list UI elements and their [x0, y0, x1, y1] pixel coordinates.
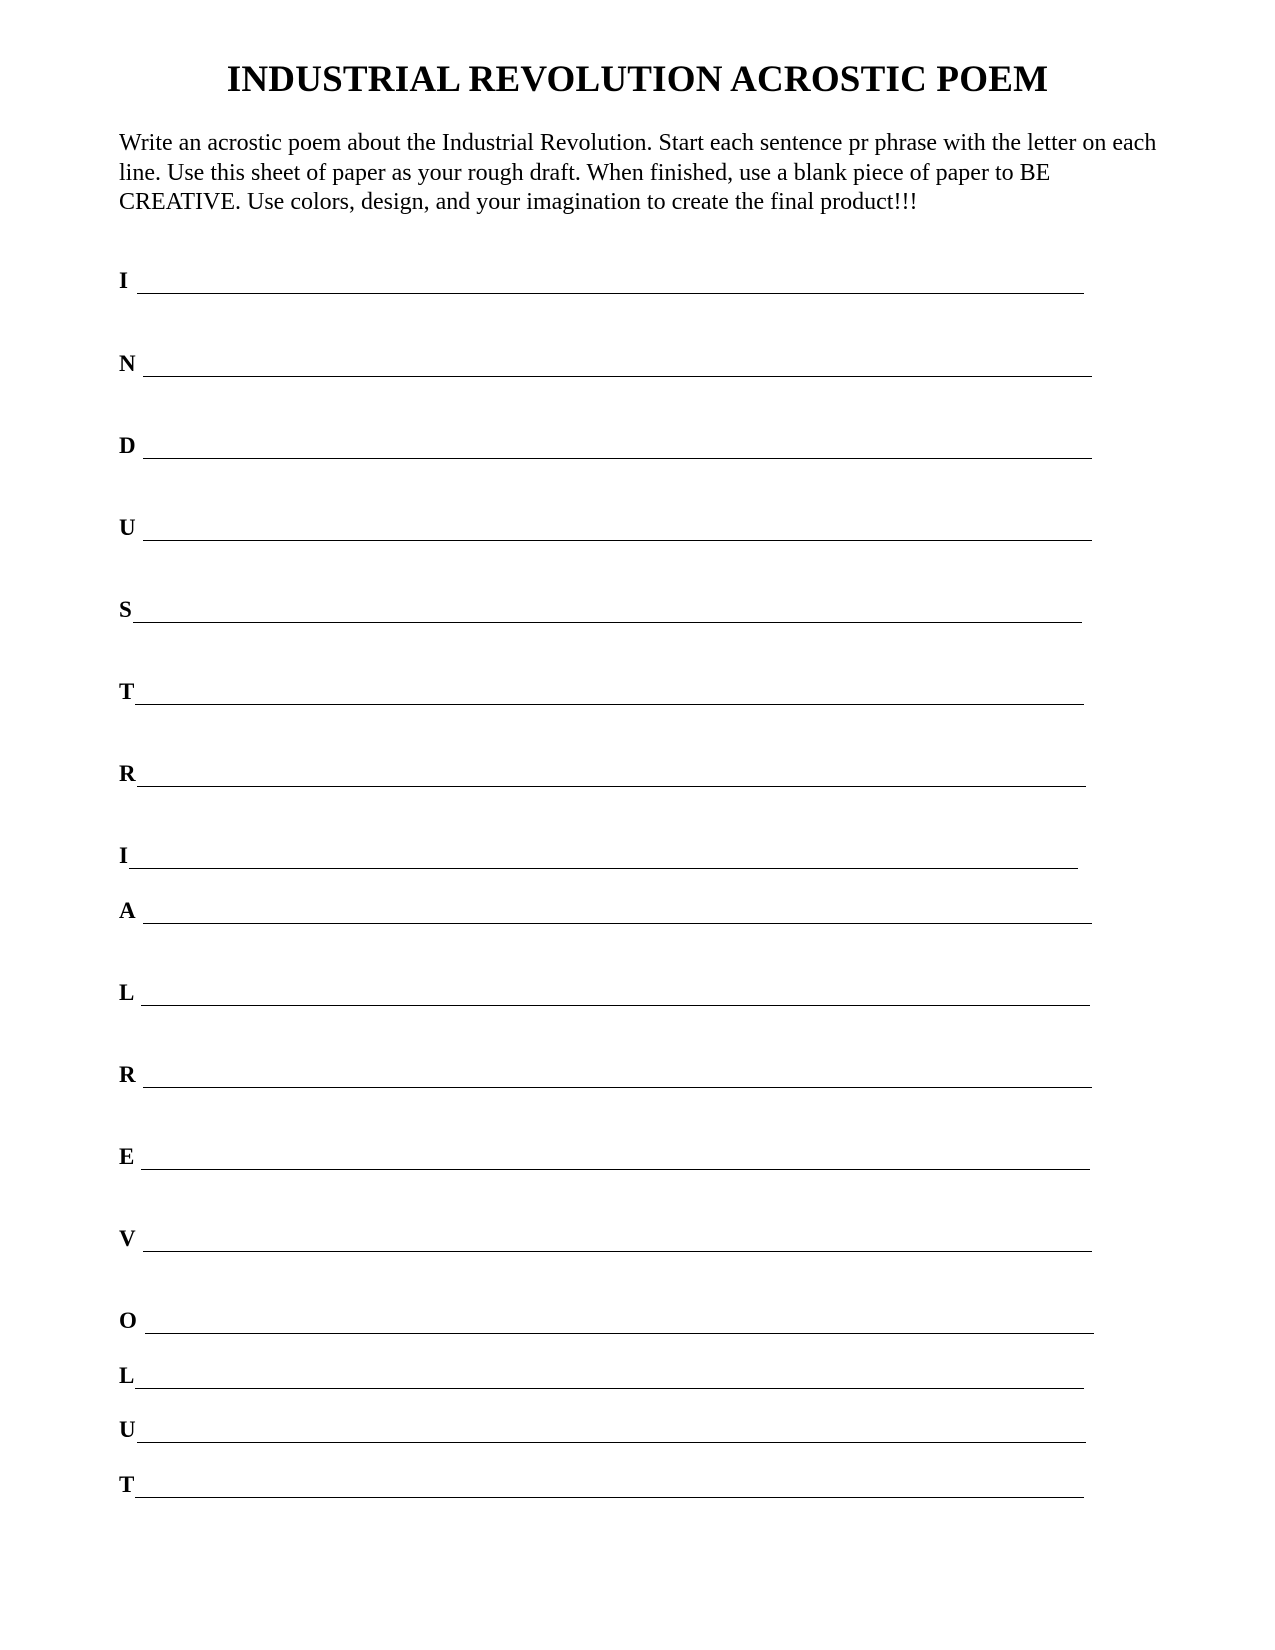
writing-line[interactable] — [141, 1005, 1090, 1006]
poem-letter: T — [119, 1472, 135, 1497]
writing-line[interactable] — [133, 622, 1082, 623]
poem-letter: I — [119, 843, 128, 868]
poem-letter: U — [119, 1417, 136, 1442]
writing-line[interactable] — [143, 1251, 1092, 1252]
writing-line[interactable] — [137, 293, 1084, 294]
poem-letter: S — [119, 597, 132, 622]
poem-letter: V — [119, 1226, 136, 1251]
poem-letter: O — [119, 1308, 137, 1333]
poem-letter: R — [119, 761, 136, 786]
writing-line[interactable] — [143, 540, 1092, 541]
poem-letter: D — [119, 433, 136, 458]
poem-letter: A — [119, 898, 136, 923]
writing-line[interactable] — [143, 376, 1092, 377]
writing-line[interactable] — [143, 1087, 1092, 1088]
poem-letter: R — [119, 1062, 136, 1087]
writing-line[interactable] — [135, 1497, 1084, 1498]
poem-letter: L — [119, 1363, 135, 1388]
writing-line[interactable] — [135, 704, 1084, 705]
writing-line[interactable] — [135, 1388, 1084, 1389]
poem-letter: U — [119, 515, 136, 540]
poem-letter: I — [119, 268, 128, 293]
poem-letter: E — [119, 1144, 135, 1169]
page-title: INDUSTRIAL REVOLUTION ACROSTIC POEM — [226, 59, 1049, 100]
writing-line[interactable] — [141, 1169, 1090, 1170]
poem-letter: T — [119, 679, 135, 704]
writing-line[interactable] — [137, 786, 1086, 787]
writing-line[interactable] — [137, 1442, 1086, 1443]
writing-line[interactable] — [129, 868, 1078, 869]
writing-line[interactable] — [143, 458, 1092, 459]
writing-line[interactable] — [143, 923, 1092, 924]
poem-letter: L — [119, 980, 135, 1005]
instructions-paragraph: Write an acrostic poem about the Industrial Revolution. Start each sentence pr phrase with the letter on each line. Use this sheet of paper as your rough draft. When finished, use a blank piece of paper to BE CREATIVE. Use colors, design, and your imagination to create the final product!!! — [119, 130, 1157, 215]
writing-line[interactable] — [145, 1333, 1094, 1334]
poem-letter: N — [119, 351, 136, 376]
